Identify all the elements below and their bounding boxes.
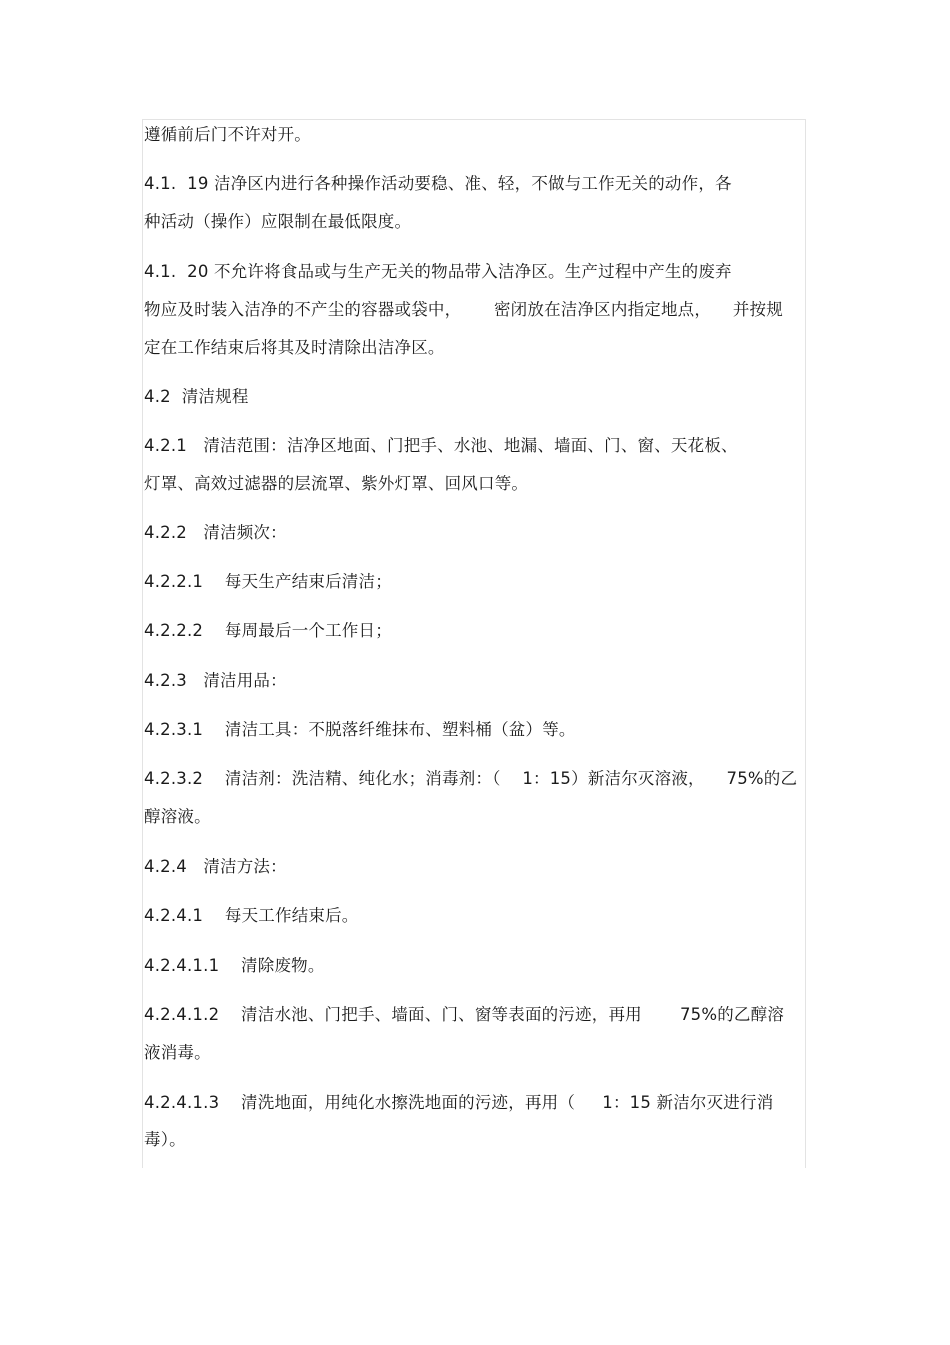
section-heading: 4.2 清洁规程 bbox=[144, 387, 249, 406]
text-line: 4.2.2 清洁频次： bbox=[144, 523, 287, 542]
text-line: 4.2.4.1 每天工作结束后。 bbox=[144, 906, 359, 925]
text-line: 4.2.4.1.2 清洁水池、门把手、墙面、门、窗等表面的污迹，再用 75%的乙醇溶 bbox=[144, 1005, 785, 1024]
text-line: 液消毒。 bbox=[144, 1043, 211, 1062]
text-line: 种活动（操作）应限制在最低限度。 bbox=[144, 212, 412, 231]
text-line: 4.2.4.1.3 清洗地面，用纯化水擦洗地面的污迹，再用（ 1：15 新洁尔灭进行消 bbox=[144, 1093, 774, 1112]
text-line: 毒）。 bbox=[144, 1130, 186, 1149]
text-line: 4.1. 19 洁净区内进行各种操作活动要稳、准、轻，不做与工作无关的动作，各 bbox=[144, 174, 732, 193]
text-line: 物应及时装入洁净的不产尘的容器或袋中， 密闭放在洁净区内指定地点， 并按规 bbox=[144, 300, 783, 319]
text-line: 定在工作结束后将其及时清除出洁净区。 bbox=[144, 338, 445, 357]
text-line: 4.2.4 清洁方法： bbox=[144, 857, 287, 876]
text-line: 遵循前后门不许对开。 bbox=[144, 125, 311, 144]
text-line: 4.2.3 清洁用品： bbox=[144, 671, 287, 690]
text-line: 4.2.1 清洁范围：洁净区地面、门把手、水池、地漏、墙面、门、窗、天花板、 bbox=[144, 436, 738, 455]
text-line: 4.2.4.1.1 清除废物。 bbox=[144, 956, 325, 975]
text-line: 4.2.3.2 清洁剂：洗洁精、纯化水；消毒剂：（ 1：15）新洁尔灭溶液， 75%的乙 bbox=[144, 769, 798, 788]
text-line: 4.2.2.1 每天生产结束后清洁； bbox=[144, 572, 392, 591]
text-line: 醇溶液。 bbox=[144, 807, 211, 826]
text-line: 灯罩、高效过滤器的层流罩、紫外灯罩、回风口等。 bbox=[144, 474, 529, 493]
text-line: 4.2.2.2 每周最后一个工作日； bbox=[144, 621, 392, 640]
text-line: 4.2.3.1 清洁工具：不脱落纤维抹布、塑料桶（盆）等。 bbox=[144, 720, 576, 739]
text-line: 4.1. 20 不允许将食品或与生产无关的物品带入洁净区。生产过程中产生的废弃 bbox=[144, 262, 732, 281]
